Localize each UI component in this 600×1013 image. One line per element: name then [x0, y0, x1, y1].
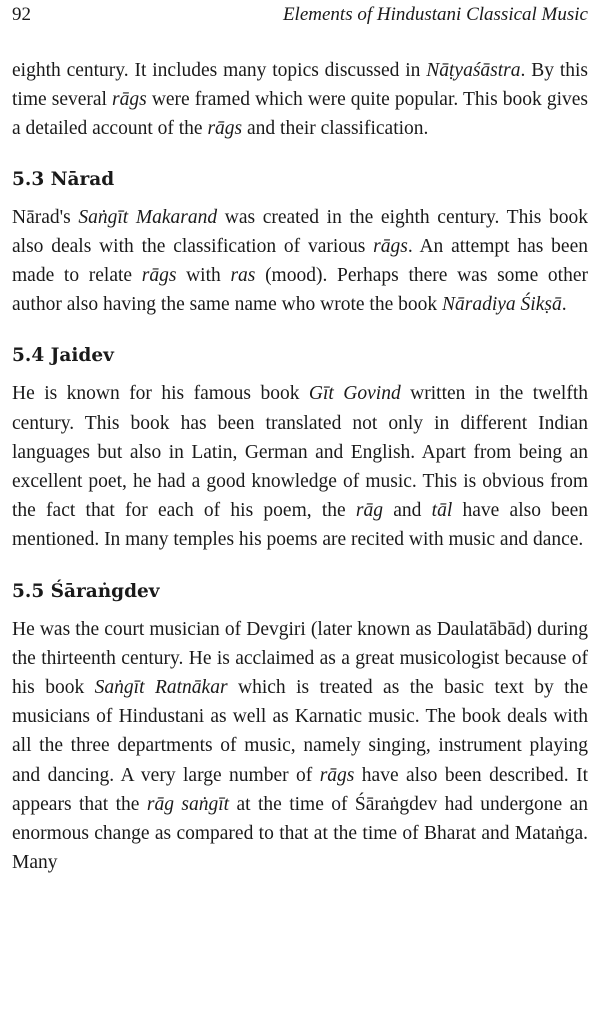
running-title: Elements of Hindustani Classical Music	[282, 4, 588, 25]
page-number: 92	[12, 4, 31, 25]
section-heading-jaidev: 5.4 Jaidev	[12, 345, 114, 367]
section-heading-sarangdev: 5.5 Śāraṅgdev	[12, 580, 160, 602]
section-heading-narad: 5.3 Nārad	[12, 168, 115, 190]
running-header	[12, 0, 588, 42]
paragraph-narad: Nārad's Saṅgīt Makarand was created in the eighth century. This book also deals with the classification of various rāgs. An attempt has been made to relate rāgs with ras (mood). Perhaps there was some other author also having the same name who wrote the book Nāradiya Śikṣā.	[12, 206, 588, 316]
paragraph-jaidev: He is known for his famous book Gīt Govind written in the twelfth century. This book has been translated not only in different Indian languages but also in Latin, German and English. Apart from being an excellent poet, he had a good knowledge of music. This is obvious from the fact that for each of his poem, the rāg and tāl have also been mentioned. In many temples his poems are recited with music and dance.	[12, 383, 588, 551]
paragraph-continuation: eighth century. It includes many topics discussed in Nāṭyaśāstra. By this time several rāgs were framed which were quite popular. This book gives a detailed account of the rāgs and their classification.	[12, 60, 588, 140]
paragraph-sarangdev: He was the court musician of Devgiri (later known as Daulatābād) during the thirteenth century. He is acclaimed as a great musicologist because of his book Saṅgīt Ratnākar which is treated as the basic text by the musicians of Hindustani as well as Karnatic music. The book deals with all the three departments of music, namely singing, instrument playing and dancing. A very large number of rāgs have also been described. It appears that the rāg saṅgīt at the time of Śāraṅgdev had undergone an enormous change as compared to that at the time of Bharat and Mataṅga. Many	[12, 618, 588, 874]
